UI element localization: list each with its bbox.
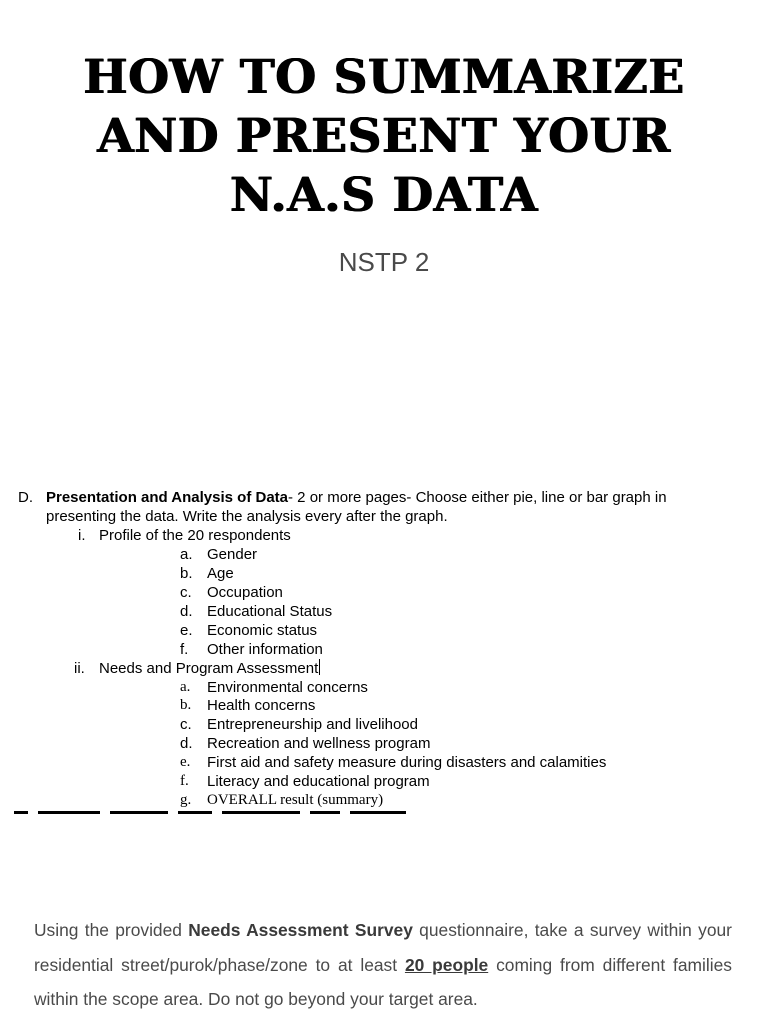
section-marker: D. — [18, 489, 33, 506]
title-line-2: AND PRESENT YOUR — [97, 109, 671, 164]
part-2-label: Needs and Program Assessment — [99, 660, 319, 677]
list-item: Recreation and wellness program — [207, 735, 431, 752]
list-marker: b. — [180, 697, 192, 713]
list-marker: c. — [180, 716, 192, 733]
part-1-label: Profile of the 20 respondents — [99, 527, 291, 544]
list-marker: f. — [180, 773, 189, 789]
section-line-1 — [46, 488, 667, 507]
list-item: Educational Status — [207, 603, 333, 620]
list-item: Entrepreneurship and livelihood — [207, 716, 418, 733]
list-item: Health concerns — [207, 697, 316, 714]
list-marker: d. — [180, 603, 193, 620]
list-marker: d. — [180, 735, 193, 752]
list-item: Age — [207, 565, 234, 582]
instructions-paragraph — [34, 913, 732, 1017]
list-item: Economic status — [207, 622, 318, 639]
paragraph-text: coming from different families within the scope area. Do not go beyond your target area. — [34, 954, 732, 1010]
list-marker: a. — [180, 679, 191, 695]
list-marker: e. — [180, 754, 191, 770]
list-marker: b. — [180, 565, 193, 582]
part-2-marker: ii. — [74, 660, 85, 677]
list-marker: a. — [180, 546, 193, 563]
list-marker: e. — [180, 622, 193, 639]
list-item: Occupation — [207, 584, 283, 601]
section-heading: Presentation and Analysis of Data — [46, 489, 289, 506]
paragraph-text: Using the provided — [34, 920, 189, 941]
survey-name: Needs Assessment Survey — [188, 920, 413, 941]
minimum-respondents: 20 people — [404, 954, 489, 975]
list-item: Other information — [207, 641, 323, 658]
part-2-line — [99, 659, 320, 678]
list-item: Environmental concerns — [207, 679, 368, 696]
text-cursor — [319, 659, 320, 675]
subtitle: NSTP 2 — [338, 247, 430, 277]
paragraph-text: questionnaire, take a survey within your residential street/purok/phase/zone to at least — [34, 920, 732, 975]
page-title — [0, 48, 768, 225]
list-marker: f. — [180, 641, 189, 658]
list-item: Literacy and educational program — [207, 773, 430, 790]
title-line-1: HOW TO SUMMARIZE — [83, 50, 685, 105]
cropped-text-line — [14, 811, 454, 814]
title-line-3: N.A.S DATA — [230, 168, 538, 223]
section-text-2: presenting the data. Write the analysis every after the graph. — [46, 508, 448, 525]
list-marker: c. — [180, 584, 192, 601]
section-text-1: - 2 or more pages- Choose either pie, line or bar graph in — [288, 489, 667, 506]
list-item: Gender — [207, 546, 258, 563]
outline-excerpt — [0, 484, 768, 814]
list-marker: g. — [180, 792, 192, 808]
list-item: First aid and safety measure during disasters and calamities — [207, 754, 607, 771]
list-item: OVERALL result (summary) — [207, 792, 384, 808]
part-1-marker: i. — [78, 527, 86, 544]
